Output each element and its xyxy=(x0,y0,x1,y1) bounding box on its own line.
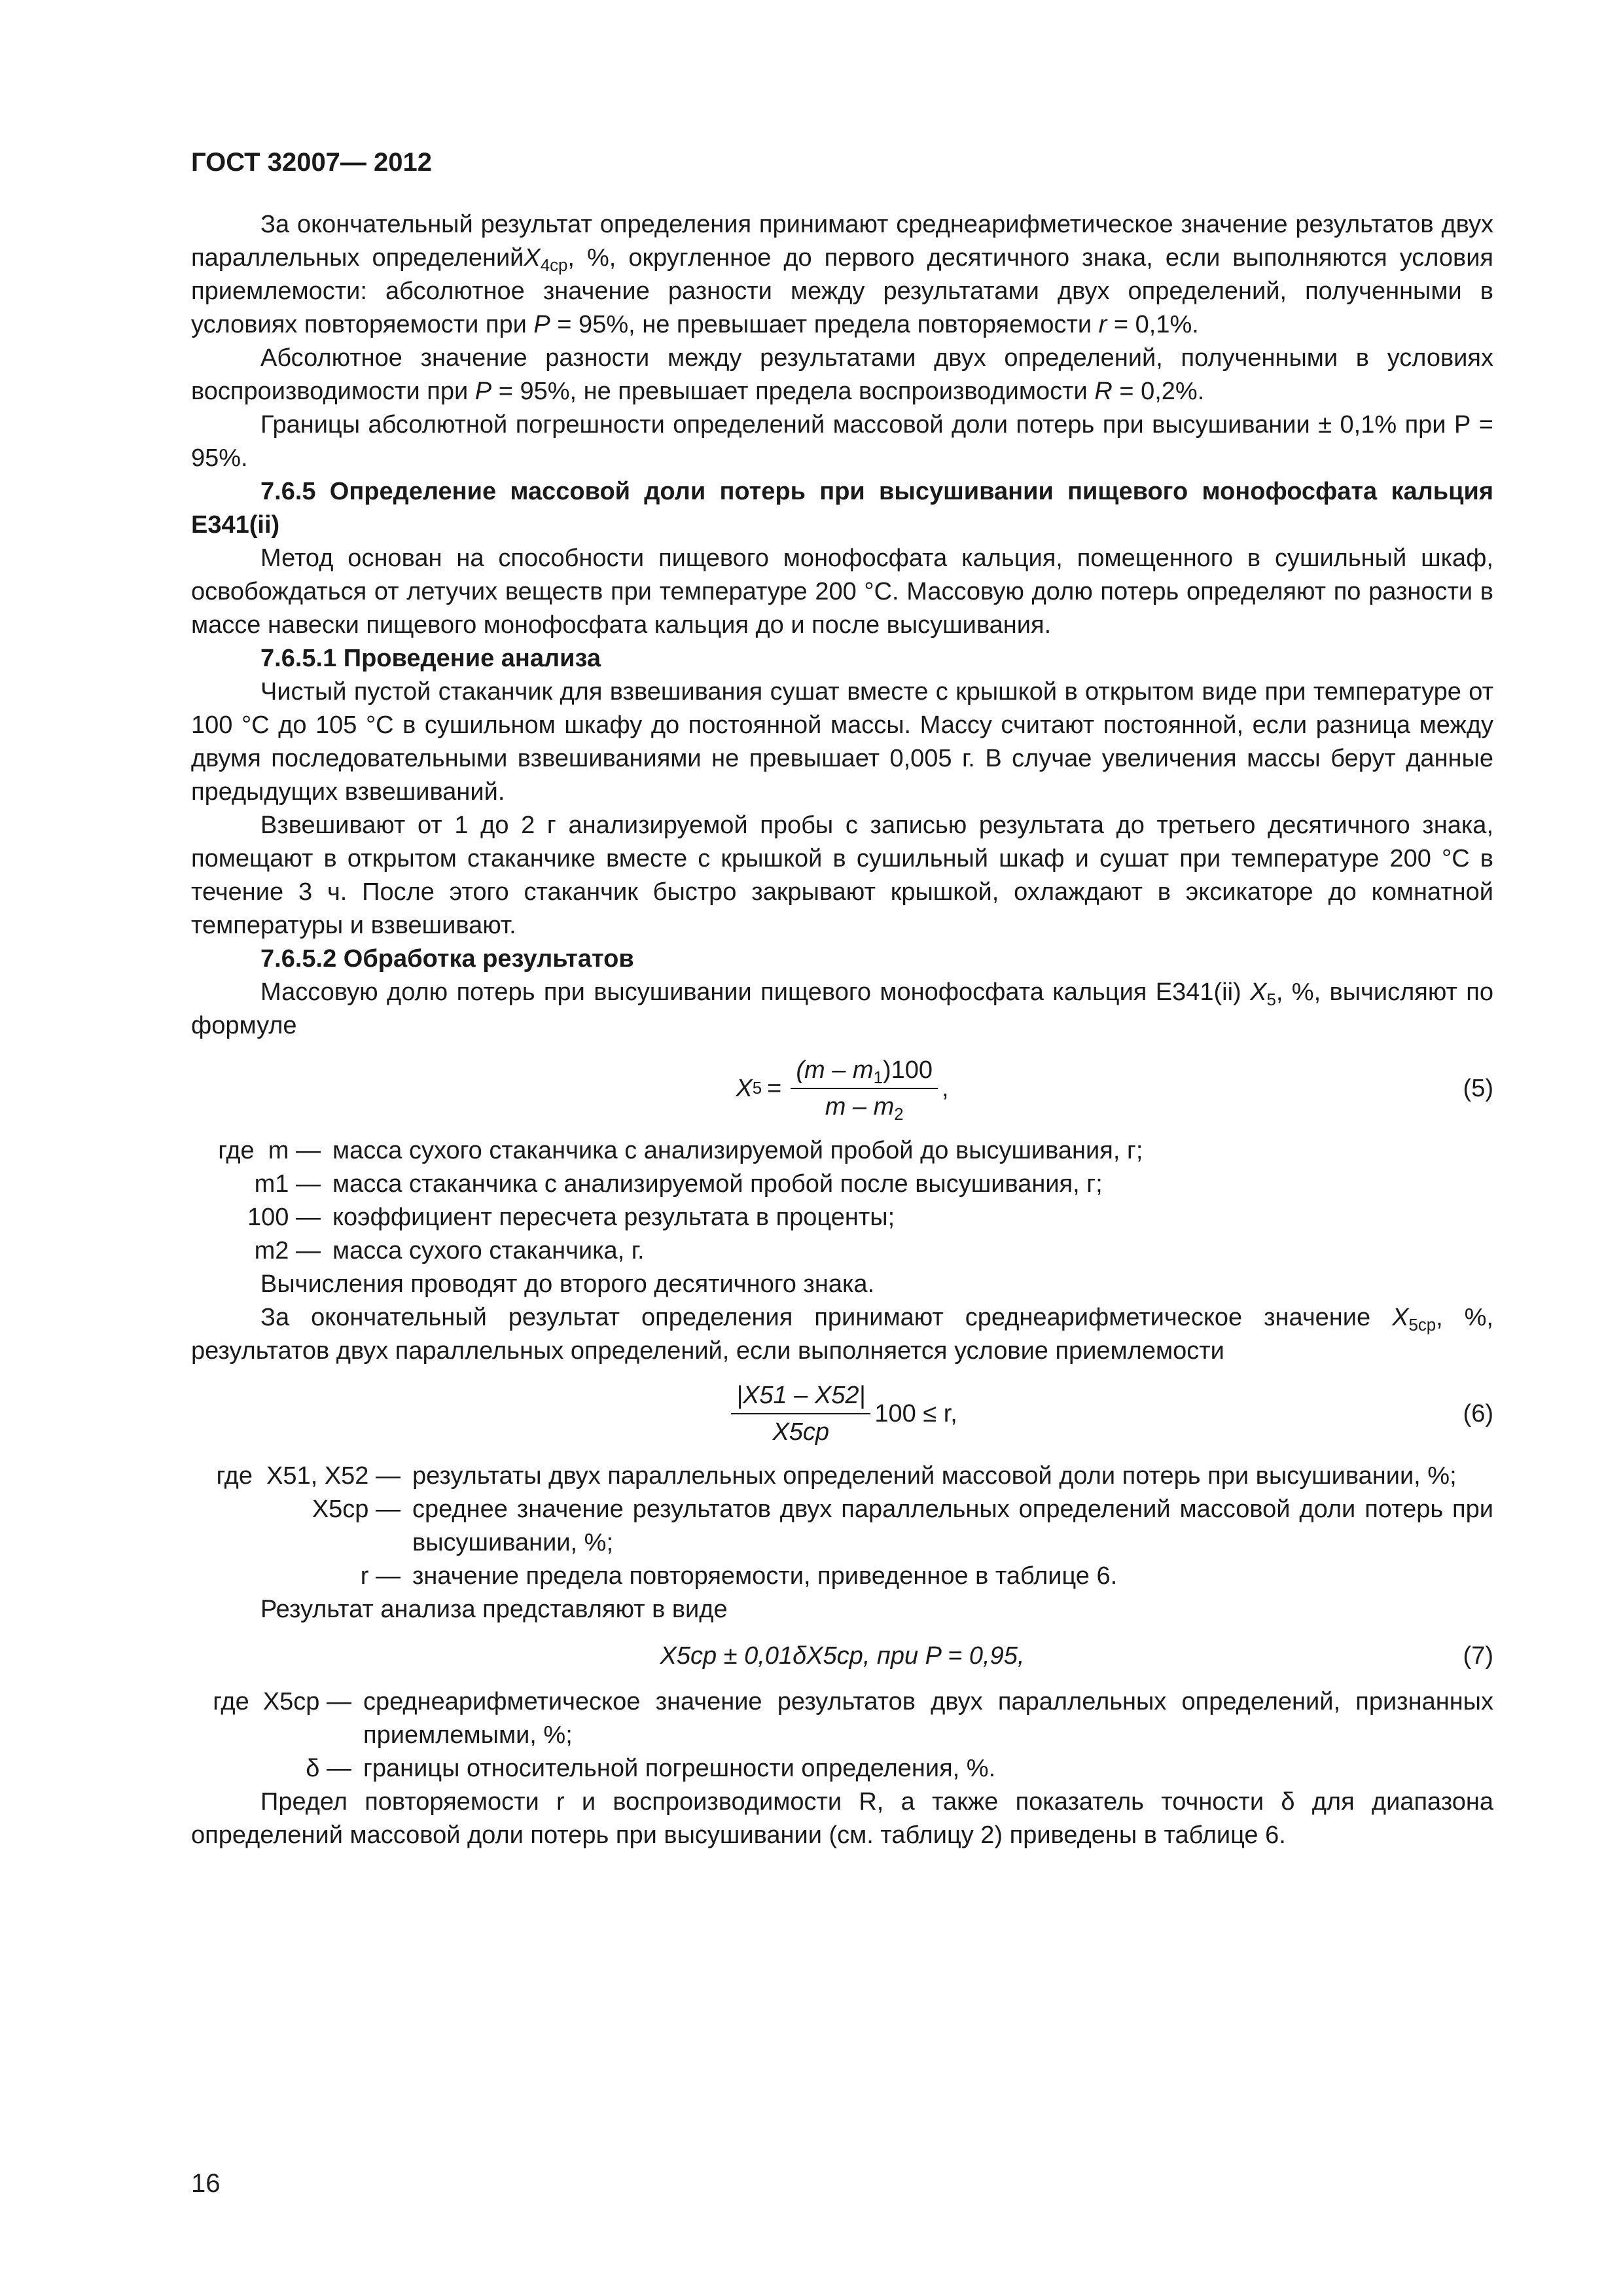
formula-6: $\frac{|X51 - X52|}{X5ср}$ 100 ≤ r, (6) xyxy=(191,1368,1493,1460)
paragraph-reproducibility: Абсолютное значение разности между результатами двух определений, полученными в условиях воспроизводимости при P = 95%, не превышает предела воспроизводимости R = 0,2%. xyxy=(191,344,1493,405)
definition-row: где X51, X52 — результаты двух параллельных определений массовой доли потерь при высушивании, %; xyxy=(216,1462,1457,1490)
section-heading-7-6-5-1: 7.6.5.1 Проведение анализа xyxy=(260,645,601,672)
formula-6-definitions xyxy=(191,1460,1493,1593)
equation-number-5: (5) xyxy=(1463,1075,1493,1102)
definition-row: X5ср — среднее значение результатов двух параллельных определений массовой доли потерь при высушивании, %; xyxy=(312,1496,1493,1556)
paragraph-calculation-intro: Массовую долю потерь при высушивании пищевого монофосфата кальция Е341(ii) $X_5$, %, вычисляют по формуле xyxy=(191,978,1493,1039)
equation-number-7: (7) xyxy=(1463,1642,1493,1670)
section-heading-7-6-5-2: 7.6.5.2 Обработка результатов xyxy=(260,945,634,973)
definition-row: где m — масса сухого стаканчика с анализируемой пробой до высушивания, г; xyxy=(218,1137,1143,1164)
formula-7-definitions xyxy=(191,1685,1493,1785)
equation-number-6: (6) xyxy=(1463,1400,1493,1427)
formula-7: X5ср ± 0,01δX5ср, при P = 0,95, (7) xyxy=(191,1626,1493,1685)
paragraph-error-bounds: Границы абсолютной погрешности определений массовой доли потерь при высушивании ± 0,1% при Р = 95%. xyxy=(191,411,1493,472)
document-header: ГОСТ 32007— 2012 xyxy=(191,148,433,177)
page-number: 16 xyxy=(191,2169,221,2198)
definition-row: r — значение предела повторяемости, приведенное в таблице 6. xyxy=(360,1562,1118,1590)
section-heading-7-6-5: 7.6.5 Определение массовой доли потерь при высушивании пищевого монофосфата кальция Е341(ii) xyxy=(191,478,1493,539)
paragraph-result-form: Результат анализа представляют в виде xyxy=(260,1596,728,1623)
paragraph-precision: Вычисления проводят до второго десятичного знака. xyxy=(260,1270,875,1298)
formula-5-definitions xyxy=(191,1134,1493,1268)
definition-row: m2 — масса сухого стаканчика, г. xyxy=(254,1237,645,1265)
definition-row: m1 — масса стаканчика с анализируемой пробой после высушивания, г; xyxy=(254,1170,1103,1198)
definition-row: δ — границы относительной погрешности определения, %. xyxy=(306,1755,996,1782)
paragraph-final-result: За окончательный результат определения принимают среднеарифметическое значение результатов двух параллельных определенийX$_{4ср}$, %, округленное до первого десятичного знака, если выполняются условия приемлемости: абсолютное значение разности между результатами двух определений, полученными в условиях повторяемости при P = 95%, не превышает предела повторяемости r = 0,1%. xyxy=(191,211,1493,338)
paragraph-procedure-2: Взвешивают от 1 до 2 г анализируемой пробы с записью результата до третьего десятичного знака, помещают в открытом стаканчике вместе с крышкой в сушильный шкаф и сушат при температуре 200 °С в течение 3 ч. После этого стаканчик быстро закрывают крышкой, охлаждают в эксикаторе до комнатной температуры и взвешивают. xyxy=(191,812,1493,939)
definition-row: где X5ср — среднеарифметическое значение результатов двух параллельных определений, признанных приемлемыми, %; xyxy=(213,1688,1493,1749)
paragraph-method: Метод основан на способности пищевого монофосфата кальция, помещенного в сушильный шкаф, освобождаться от летучих веществ при температуре 200 °С. Массовую долю потерь определяют по разности в массе навески пищевого монофосфата кальция до и после высушивания. xyxy=(191,545,1493,639)
formula-5: X 5 = $\frac{(m - m_1)100}{m - m_2}$ , (5) xyxy=(736,1056,1493,1124)
paragraph-procedure-1: Чистый пустой стаканчик для взвешивания сушат вместе с крышкой в открытом виде при температуре от 100 °С до 105 °С в сушильном шкафу до постоянной массы. Массу считают постоянной, если разница между двумя последовательными взвешиваниями не превышает 0,005 г. В случае увеличения массы берут данные предыдущих взвешиваний. xyxy=(191,678,1493,806)
definition-row: 100 — коэффициент пересчета результата в проценты; xyxy=(247,1204,895,1231)
paragraph-table-reference: Предел повторяемости r и воспроизводимости R, а также показатель точности δ для диапазона определений массовой доли потерь при высушивании (см. таблицу 2) приведены в таблице 6. xyxy=(191,1788,1493,1849)
document-body xyxy=(191,208,1493,1852)
paragraph-acceptability: За окончательный результат определения принимают среднеарифметическое значение $X_{5ср}$, %, результатов двух параллельных определений, если выполняется условие приемлемости xyxy=(191,1304,1493,1365)
